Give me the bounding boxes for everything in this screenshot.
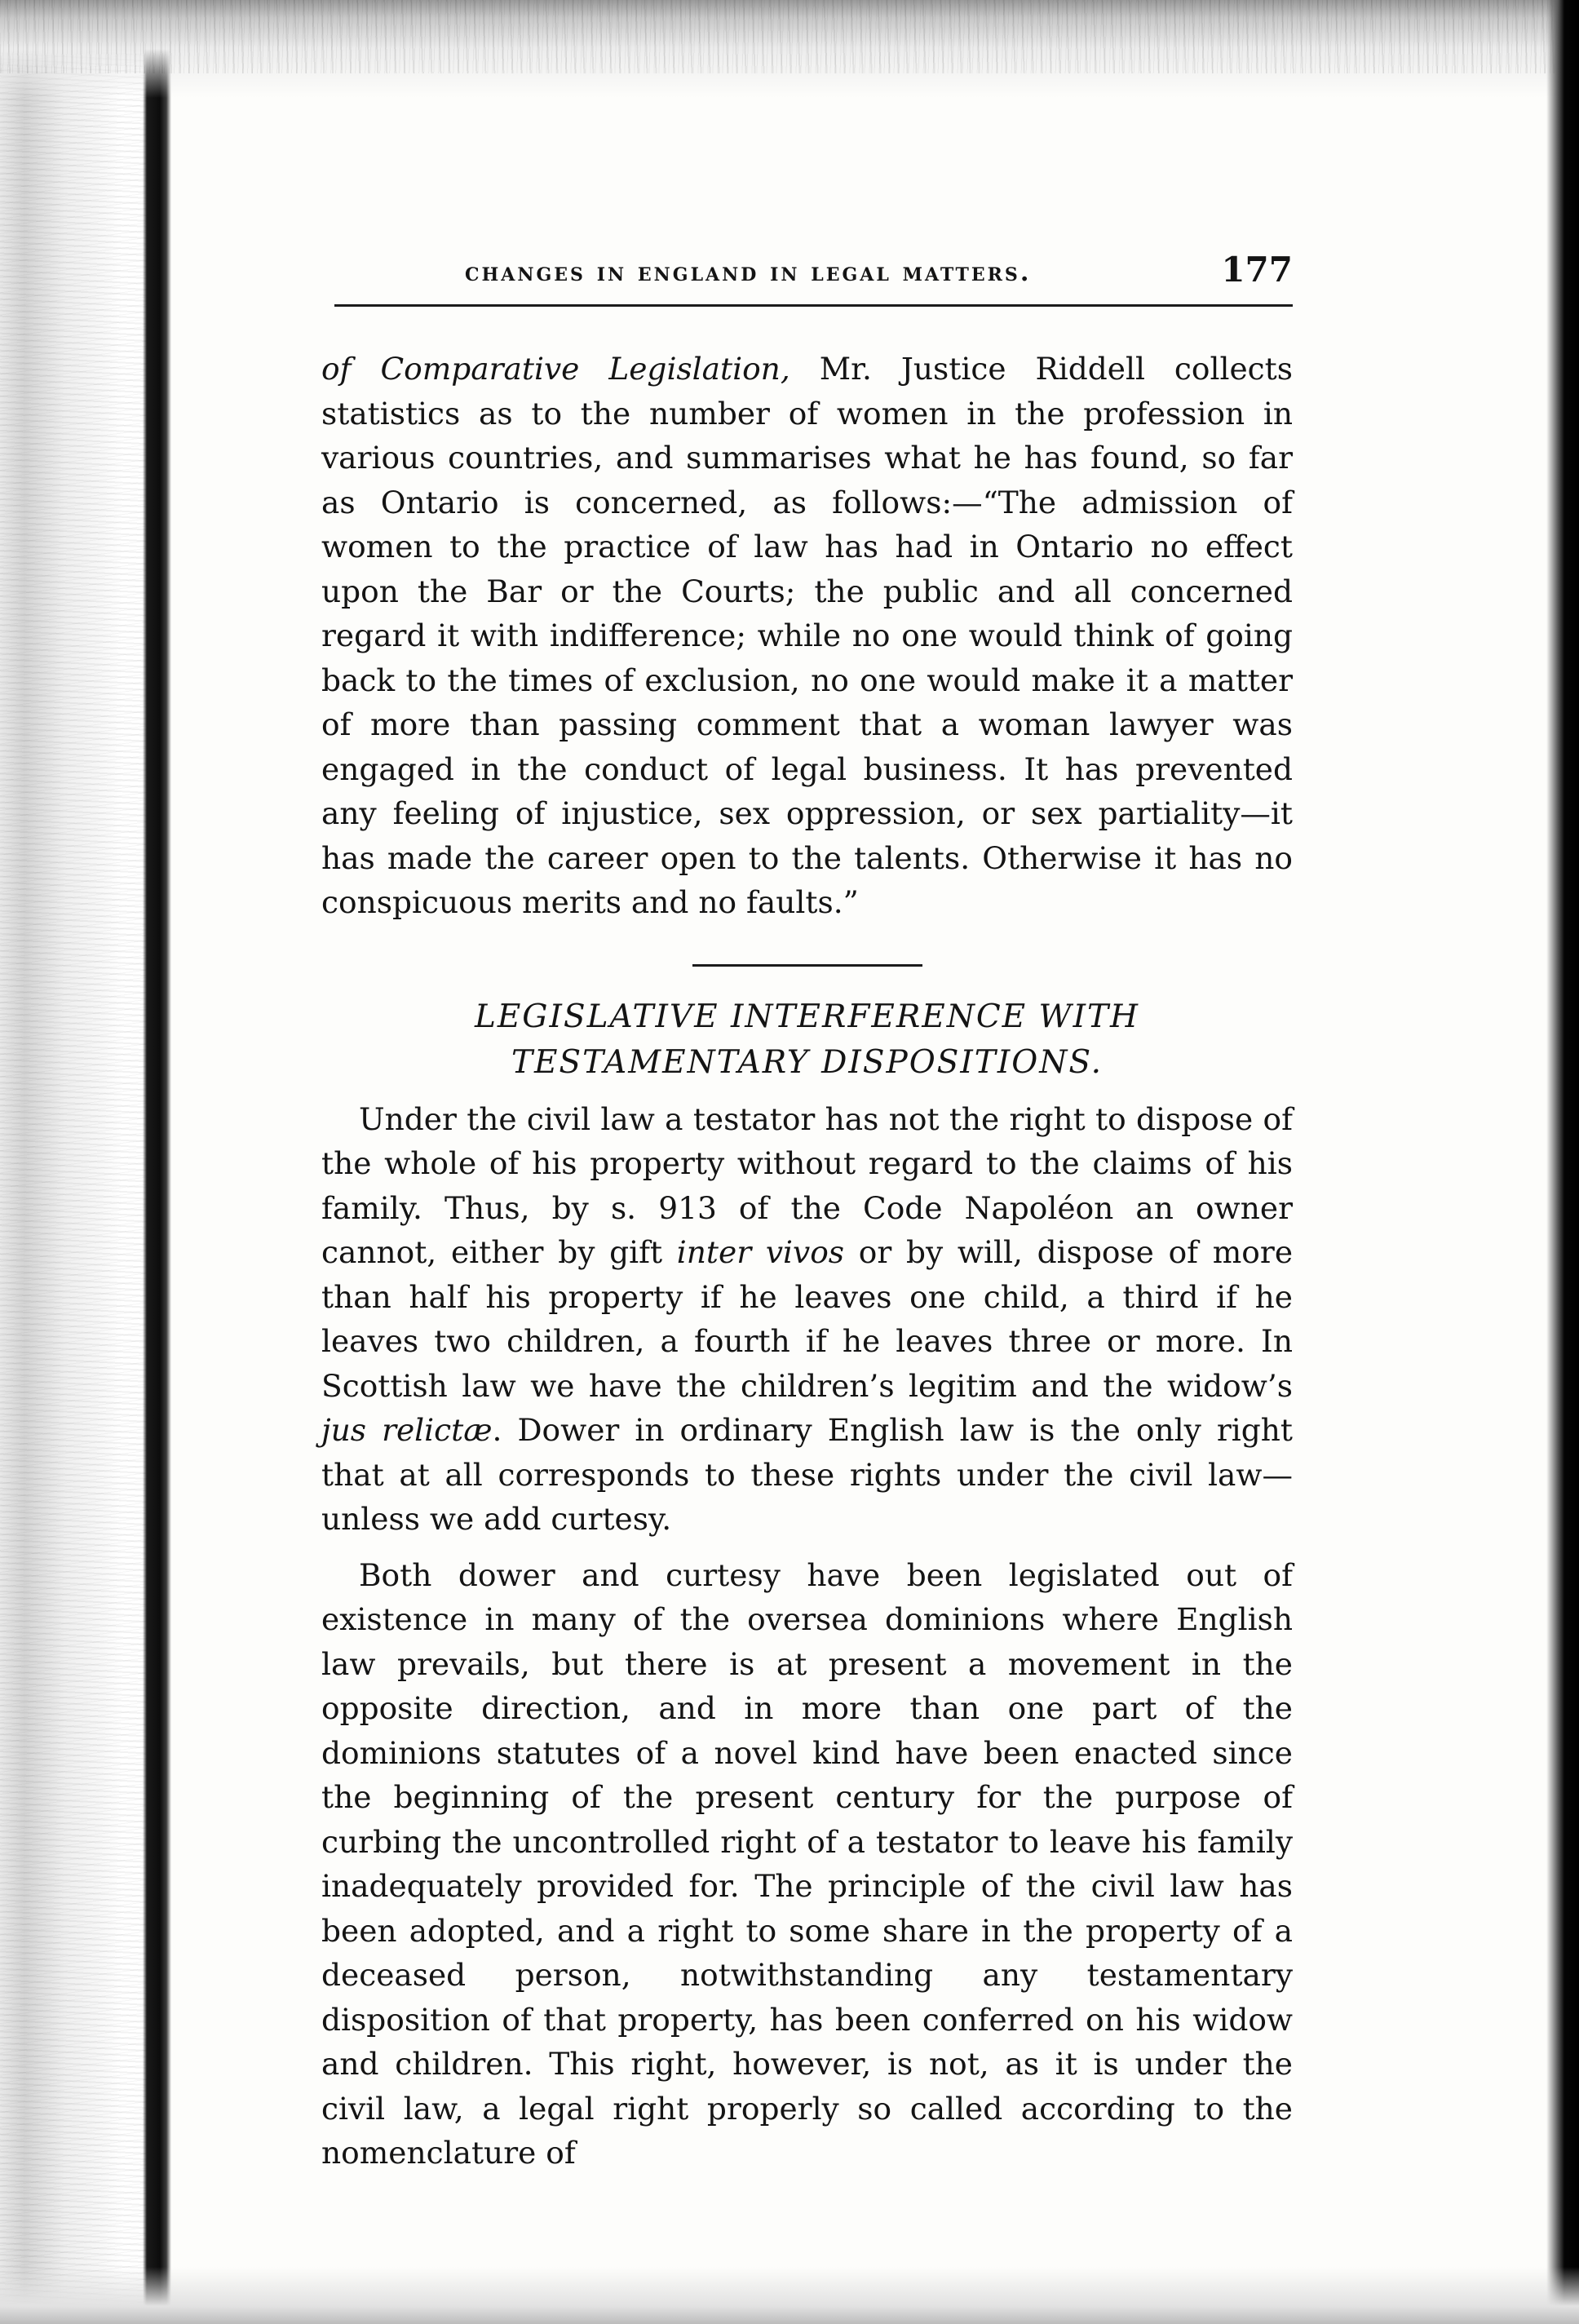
paragraph-text: Under the civil law a testator has not the right to dispose of the whole of his property without regard to the claims of his family. Thus, by s. 913 of the Code Napoléon an owner cannot, either by gift — [321, 1100, 1293, 1270]
paragraph-text: or by will, dispose of more than half his property if he leaves one child, a third if he leaves two children, a fourth if he leaves three or more. In Scottish law we have the children’s legitim and the widow’s — [321, 1234, 1294, 1404]
section-divider — [692, 964, 922, 967]
italic-citation: of Comparative Legislation, — [321, 351, 790, 387]
right-edge-shadow — [1546, 0, 1579, 2324]
paragraph-text: Mr. Justice Riddell collects statistics as to the number of women in the profession in various countries, and summarises what he has found, so far as Ontario is concerned, as follows:—“The admission of women to the practice of law has had in Ontario no effect upon the Bar or the Courts; the public and all concerned regard it with indifference; while no one would think of going back to the times of exclusion, no one would make it a matter of more than passing comment that a woman lawyer was engaged in the conduct of legal business. It has prevented any feeling of injustice, sex oppression, or sex partiality—it has made the career open to the talents. Otherwise it has no conspicuous merits and no faults.” — [321, 351, 1293, 920]
italic-term: jus relictæ — [321, 1412, 493, 1448]
paragraph-riddell-quote — [321, 347, 1293, 925]
header-rule — [334, 304, 1293, 307]
page-body — [321, 347, 1293, 2176]
top-edge-texture — [0, 0, 1579, 73]
italic-term: inter vivos — [676, 1234, 845, 1270]
binding-texture — [0, 0, 147, 2324]
running-head — [322, 245, 1293, 302]
section-heading: LEGISLATIVE INTERFERENCE WITH TESTAMENTARY DISPOSITIONS. — [474, 998, 1140, 1081]
paragraph-dower-curtesy: Both dower and curtesy have been legislated out of existence in many of the oversea dominions where English law prevails, but there is at present a movement in the opposite direction, and in more than one part of the dominions statutes of a novel kind have been enacted since the beginning of the present century for the purpose of curbing the uncontrolled right of a testator to leave his family inadequately provided for. The principle of the civil law has been adopted, and a right to some share in the property of a deceased person, notwithstanding any testamentary disposition of that property, has been conferred on his widow and children. This right, however, is not, as it is under the civil law, a legal right properly so called according to the nomenclature of — [321, 1556, 1293, 2171]
bottom-edge-shadow — [0, 2267, 1579, 2324]
paragraph-text: . Dower in ordinary English law is the only right that at all corresponds to these rights under the civil law—unless we add curtesy. — [321, 1412, 1293, 1537]
running-head-title: changes in england in legal matters. — [465, 258, 1032, 287]
page-number: 177 — [1221, 250, 1293, 290]
paragraph-civil-law — [321, 1097, 1293, 1542]
